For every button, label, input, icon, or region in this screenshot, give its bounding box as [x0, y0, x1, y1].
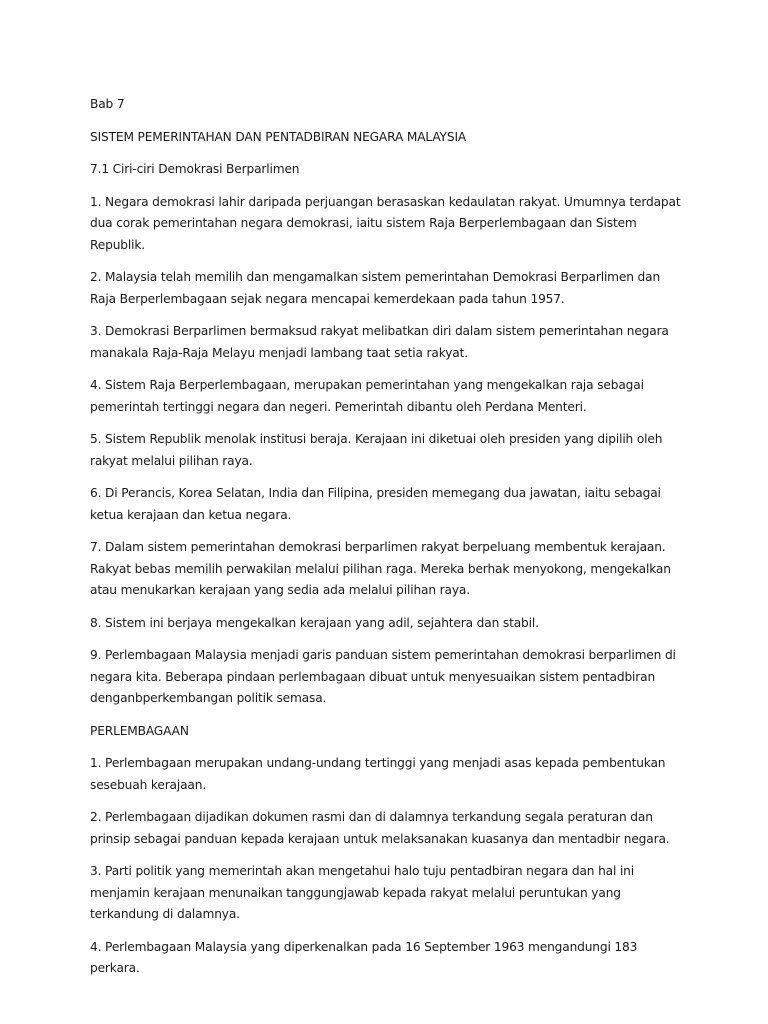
paragraph-2-4: 4. Perlembagaan Malaysia yang diperkenalkan pada 16 September 1963 mengandungi 183 perkara. [90, 939, 638, 975]
paragraph-2-2: 2. Perlembagaan dijadikan dokumen rasmi dan di dalamnya terkandung segala peraturan dan prinsip sebagai panduan kepada kerajaan untuk melaksanakan kuasanya dan mentadbir negara. [90, 810, 670, 846]
chapter-label: Bab 7 [90, 97, 125, 111]
paragraph-2-3: 3. Parti politik yang memerintah akan mengetahui halo tuju pentadbiran negara dan hal ini menjamin kerajaan menunaikan tanggungjawab kepada rakyat melalui peruntukan yang terkandung di dalamnya. [90, 864, 634, 921]
paragraph-1-6: 6. Di Perancis, Korea Selatan, India dan Filipina, presiden memegang dua jawatan, iaitu sebagai ketua kerajaan dan ketua negara. [90, 486, 661, 522]
paragraph-1-1: 1. Negara demokrasi lahir daripada perjuangan berasaskan kedaulatan rakyat. Umumnya terdapat dua corak pemerintahan negara demokrasi, iaitu sistem Raja Berperlembagaan dan Sistem Republik. [90, 194, 681, 252]
paragraph-1-7: 7. Dalam sistem pemerintahan demokrasi berparlimen rakyat berpeluang membentuk kerajaan. Rakyat bebas memilih perwakilan melalui pilihan raga. Mereka berhak menyokong, mengekalkan atau menukarkan kerajaan yang sedia ada melalui pilihan raya. [90, 540, 671, 597]
paragraph-1-3: 3. Demokrasi Berparlimen bermaksud rakyat melibatkan diri dalam sistem pemerintahan negara manakala Raja-Raja Melayu menjadi lambang taat setia rakyat. [90, 324, 669, 360]
paragraph-1-5: 5. Sistem Republik menolak institusi beraja. Kerajaan ini diketuai oleh presiden yang dipilih oleh rakyat melalui pilihan raya. [90, 432, 663, 468]
section-heading-ciri-ciri: 7.1 Ciri-ciri Demokrasi Berparlimen [90, 162, 300, 176]
paragraph-2-1: 1. Perlembagaan merupakan undang-undang tertinggi yang menjadi asas kepada pembentukan sesebuah kerajaan. [90, 756, 666, 792]
document-title: SISTEM PEMERINTAHAN DAN PENTADBIRAN NEGARA MALAYSIA [90, 129, 467, 144]
paragraph-1-4: 4. Sistem Raja Berperlembagaan, merupakan pemerintahan yang mengekalkan raja sebagai pemerintah tertinggi negara dan negeri. Pemerintah dibantu oleh Perdana Menteri. [90, 378, 644, 414]
section-heading-perlembagaan: PERLEMBAGAAN [90, 723, 189, 738]
paragraph-1-2: 2. Malaysia telah memilih dan mengamalkan sistem pemerintahan Demokrasi Berparlimen dan Raja Berperlembagaan sejak negara mencapai kemerdekaan pada tahun 1957. [90, 270, 661, 306]
paragraph-1-8: 8. Sistem ini berjaya mengekalkan kerajaan yang adil, sejahtera dan stabil. [90, 615, 539, 630]
paragraph-1-9: 9. Perlembagaan Malaysia menjadi garis panduan sistem pemerintahan demokrasi berparlimen di negara kita. Beberapa pindaan perlembagaan dibuat untuk menyesuaikan sistem pentadbiran denganbperkembangan politik semasa. [90, 648, 676, 705]
